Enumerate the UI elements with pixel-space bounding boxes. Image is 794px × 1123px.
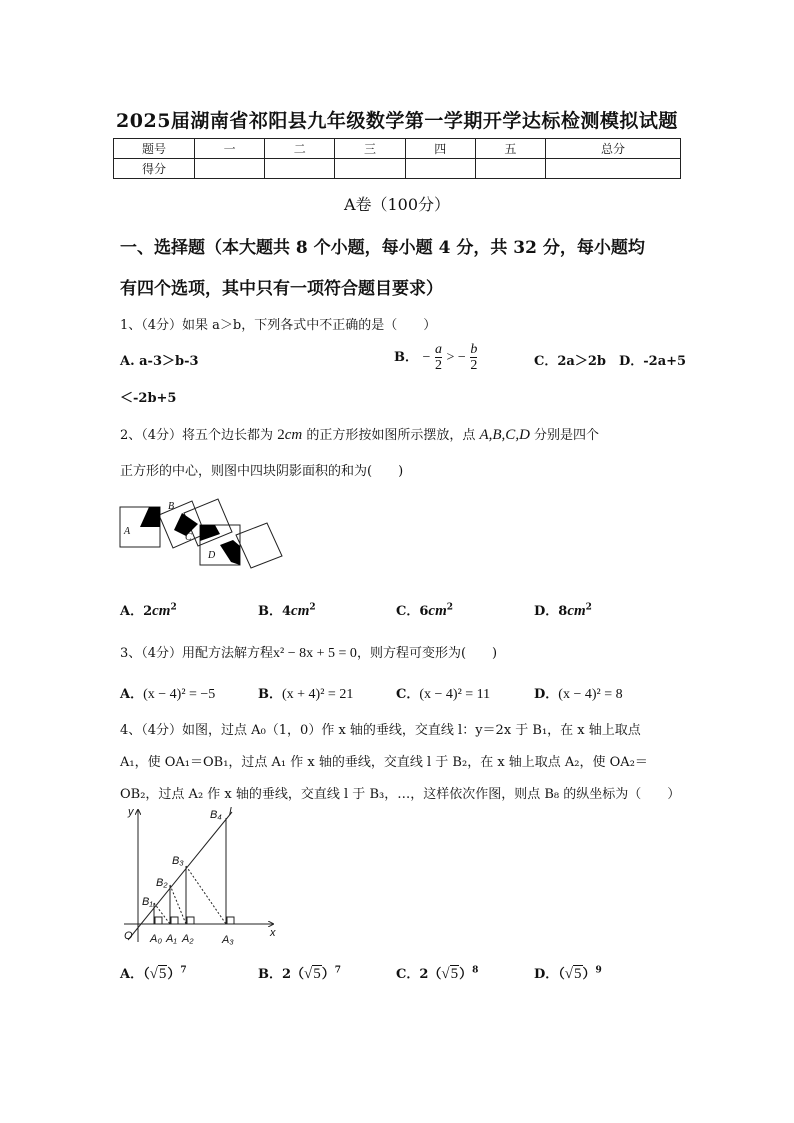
q3-option-d[interactable]: D．(x − 4)² = 8 [534, 687, 623, 702]
fig-label-b1: B₁ [142, 896, 153, 908]
score-header-cell: 题号 [114, 139, 195, 159]
fig-label-a0: A₀ [150, 933, 162, 945]
q2-option-c[interactable]: C．$6cm^2$ [396, 602, 453, 619]
q4-stem-line2: A₁，使 OA₁＝OB₁，过点 A₁ 作 x 轴的垂线，交直线 l 于 B₂，在 x 轴上取点 A₂，使 OA₂＝ [120, 755, 648, 770]
q3-stem: 3、（4分）用配方法解方程x² − 8x + 5 = 0，则方程可变形为( ) [120, 646, 498, 661]
figure-label-b: B [168, 501, 175, 512]
score-header-cell: 总分 [546, 139, 681, 159]
q1-stem: 1、（4分）如果 a＞b，下列各式中不正确的是（ ） [120, 318, 437, 333]
q1-frac-b: $\frac{b}{2}$ [470, 342, 478, 373]
q3-option-c[interactable]: C．(x − 4)² = 11 [396, 687, 491, 702]
q3-option-b[interactable]: B．(x + 4)² = 21 [258, 687, 354, 702]
figure-label-c: C [185, 532, 192, 543]
q1-option-a[interactable]: A. a-3＞b-3 [120, 354, 199, 369]
score-header-cell: 四 [405, 139, 475, 159]
fig-label-b2: B₂ [156, 877, 168, 889]
q4-coordinate-figure [118, 802, 286, 948]
fig-label-a1: A₁ [166, 933, 177, 945]
q4-option-a[interactable]: A．$(√5)^7$ [120, 965, 187, 982]
score-row-label: 得分 [114, 159, 195, 179]
volume-heading: A卷（100分） [343, 195, 451, 214]
q2-squares-figure [118, 494, 288, 576]
q1-option-b-label: B． [394, 350, 418, 365]
q2-stem-line1: 2、（4分）将五个边长都为 2cm 的正方形按如图所示摆放，点 A,B,C,D 分别是四个 [120, 427, 600, 443]
q2-option-b[interactable]: B．$4cm^2$ [258, 602, 316, 619]
shaded-region-4 [220, 540, 240, 565]
q2-option-d[interactable]: D．$8cm^2$ [534, 602, 592, 619]
fig-label-o: O [124, 930, 133, 942]
right-angle-a3 [227, 917, 234, 924]
arc-b3-a3 [186, 866, 226, 924]
line-l [128, 812, 232, 940]
score-cell[interactable] [195, 159, 265, 179]
right-angle-a2 [187, 917, 194, 924]
q4-option-d[interactable]: D．$(√5)^9$ [534, 965, 602, 982]
q1-option-c[interactable]: C．2a＞2b [534, 354, 606, 369]
score-header-cell: 五 [475, 139, 545, 159]
q1-frac-a: $\frac{a}{2}$ [434, 342, 442, 373]
score-table [113, 138, 681, 179]
q4-stem-line3: OB₂，过点 A₂ 作 x 轴的垂线，交直线 l 于 B₃，…，这样依次作图，则点 B₈ 的纵坐标为（ ） [120, 787, 681, 802]
right-angle-a1 [171, 917, 178, 924]
fig-label-l: l [229, 806, 232, 818]
right-angle-a0 [155, 917, 162, 924]
fig-label-x: x [270, 927, 276, 939]
fig-label-a3: A₃ [222, 934, 234, 946]
score-header-cell: 二 [265, 139, 335, 159]
section-heading-line1: 一、选择题（本大题共 8 个小题，每小题 4 分，共 32 分，每小题均 [120, 238, 645, 258]
figure-label-d: D [208, 550, 216, 561]
q4-option-c[interactable]: C．$2(√5)^8$ [396, 965, 479, 982]
fig-label-b3: B₃ [172, 855, 184, 867]
fig-label-y: y [128, 806, 134, 818]
q3-equation: x² − 8x + 5 = 0 [273, 646, 357, 661]
shaded-region-1 [140, 507, 160, 527]
score-cell[interactable] [405, 159, 475, 179]
q1-option-d-continued: ＜-2b+5 [120, 391, 177, 406]
q4-option-b[interactable]: B．$2(√5)^7$ [258, 965, 342, 982]
q2-stem-line2: 正方形的中心，则图中四块阴影面积的和为( ) [120, 464, 404, 479]
score-cell[interactable] [546, 159, 681, 179]
q2-option-a[interactable]: A．$2cm^2$ [120, 602, 177, 619]
q1-option-b[interactable]: B． − $\frac{a}{2}$ > − $\frac{b}{2}$ [394, 342, 478, 373]
score-cell[interactable] [335, 159, 405, 179]
score-cell[interactable] [265, 159, 335, 179]
score-table-header-row [114, 139, 681, 159]
fig-label-a2: A₂ [182, 933, 194, 945]
score-header-cell: 一 [195, 139, 265, 159]
score-header-cell: 三 [335, 139, 405, 159]
q4-stem-line1: 4、（4分）如图，过点 A₀（1，0）作 x 轴的垂线，交直线 l：y＝2x 于 B₁，在 x 轴上取点 [120, 723, 641, 738]
square-5 [236, 523, 282, 568]
score-cell[interactable] [475, 159, 545, 179]
exam-title: 2025届湖南省祁阳县九年级数学第一学期开学达标检测模拟试题 [116, 110, 678, 132]
section-heading-line2: 有四个选项，其中只有一项符合题目要求） [120, 279, 443, 299]
fig-label-b4: B₄ [210, 809, 222, 821]
q1-option-d[interactable]: D．-2a+5 [619, 354, 687, 369]
score-table-score-row [114, 159, 681, 179]
figure-label-a: A [124, 526, 131, 537]
q3-option-a[interactable]: A．(x − 4)² = −5 [120, 687, 216, 702]
